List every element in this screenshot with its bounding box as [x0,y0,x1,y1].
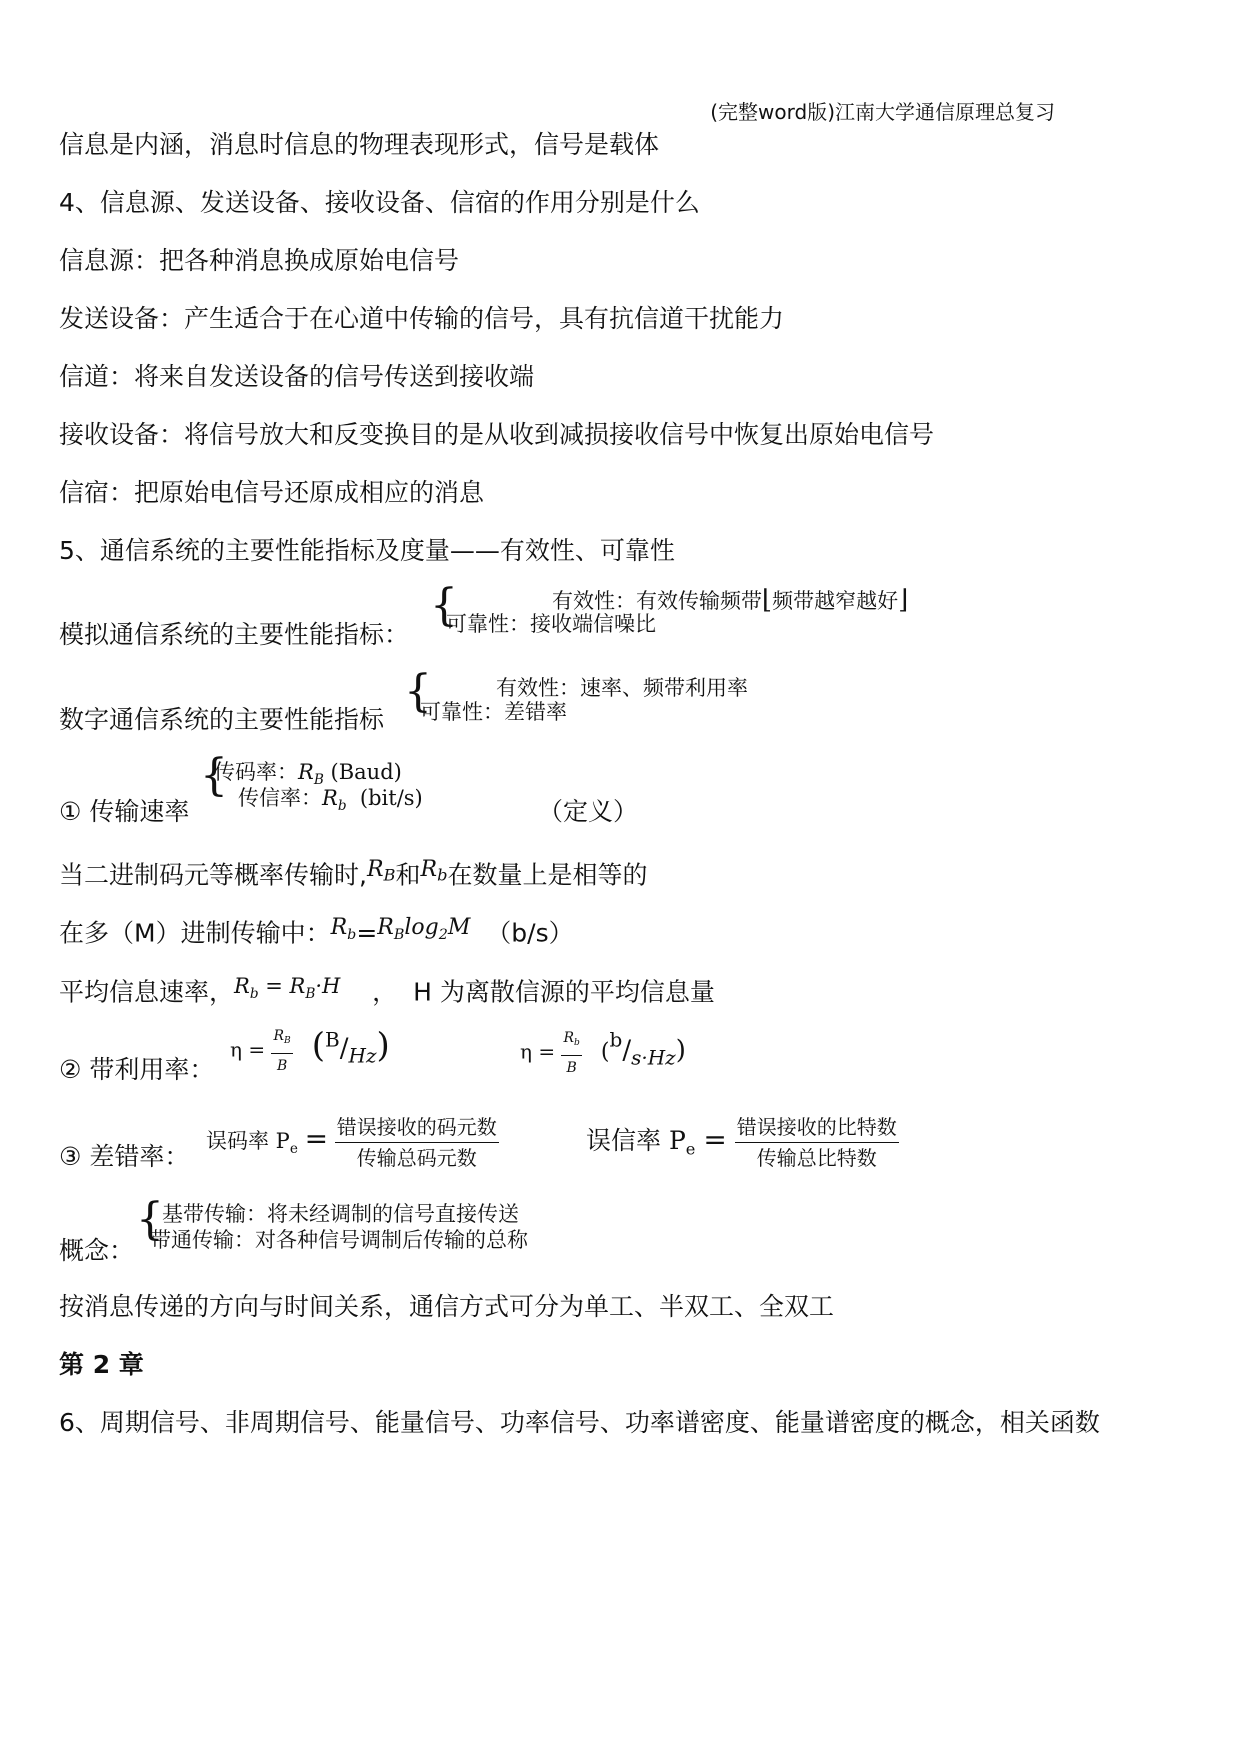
baud-rate: 传码率：$R_B$ (Baud) [214,760,402,788]
rate-label: ① 传输速率 [59,797,190,826]
brace-icon: { [136,1194,164,1245]
brace-icon: { [404,666,432,717]
band-label: ② 带利用率： [59,1055,215,1084]
symbol-error-rate: 误码率 $P_e$ = $\frac{\text{错误接收的码元数}}{\text{传输总码元数}}$ [206,1112,499,1173]
question-5: 5、通信系统的主要性能指标及度量——有效性、可靠性 [59,536,675,565]
analog-label: 模拟通信系统的主要性能指标： [59,620,410,649]
avg-line: 平均信息速率，$^{R_b = R_B\cdot H}$ ， H 为离散信源的平均信息量 [59,974,715,1007]
digital-label: 数字通信系统的主要性能指标 [59,705,385,734]
question-6: 6、周期信号、非周期信号、能量信号、功率信号、功率谱密度、能量谱密度的概念，相关函数 [59,1408,1100,1437]
text-line: 接收设备：将信号放大和反变换目的是从收到减损接收信号中恢复出原始电信号 [59,420,935,449]
digital-effectiveness: 有效性：速率、频带利用率 [496,676,748,700]
band-formula-1: η = $\frac{R_B}{B}$ (B/Hz) [230,1025,390,1075]
bit-error-rate: 误信率 $P_e$ = $\frac{\text{错误接收的比特数}}{\text{传输总比特数}}$ [586,1112,899,1173]
page-header: (完整word版)江南大学通信原理总复习 [710,100,1055,124]
analog-effectiveness: 有效性：有效传输频带⌊频带越窄越好⌋ [552,585,909,615]
error-label: ③ 差错率： [59,1142,190,1171]
chapter-heading: 第 2 章 [59,1350,144,1379]
binary-line: 当二进制码元等概率传输时$,R^B$和$R^b$在数量上是相等的 [59,857,648,890]
text-line: 信宿：把原始电信号还原成相应的消息 [59,478,485,507]
brace-icon: { [200,750,228,801]
question-4: 4、信息源、发送设备、接收设备、信宿的作用分别是什么 [59,188,700,217]
bit-rate: 传信率：$R_b$ (bit/s) [238,786,423,814]
passband-def: 带通传输：对各种信号调制后传输的总称 [150,1228,528,1252]
analog-reliability: 可靠性：接收端信噪比 [446,612,656,636]
text-line: 信道：将来自发送设备的信号传送到接收端 [59,362,535,391]
mary-line: 在多（M）进制传输中：$R_b=R_B\log_2M$ （b/s） [59,915,574,948]
text-line: 信息源：把各种消息换成原始电信号 [59,246,460,275]
baseband-def: 基带传输：将未经调制的信号直接传送 [162,1202,519,1226]
band-formula-2: η = $\frac{R_b}{B}$ (b/s·Hz) [520,1027,686,1077]
concept-label: 概念： [59,1236,135,1265]
text-line: 发送设备：产生适合于在心道中传输的信号，具有抗信道干扰能力 [59,304,785,333]
text-line: 信息是内涵，消息时信息的物理表现形式，信号是载体 [59,130,660,159]
definition-note: （定义） [538,797,639,826]
brace-icon: { [430,580,458,631]
digital-reliability: 可靠性：差错率 [420,700,567,724]
modes-line: 按消息传递的方向与时间关系，通信方式可分为单工、半双工、全双工 [59,1292,835,1321]
